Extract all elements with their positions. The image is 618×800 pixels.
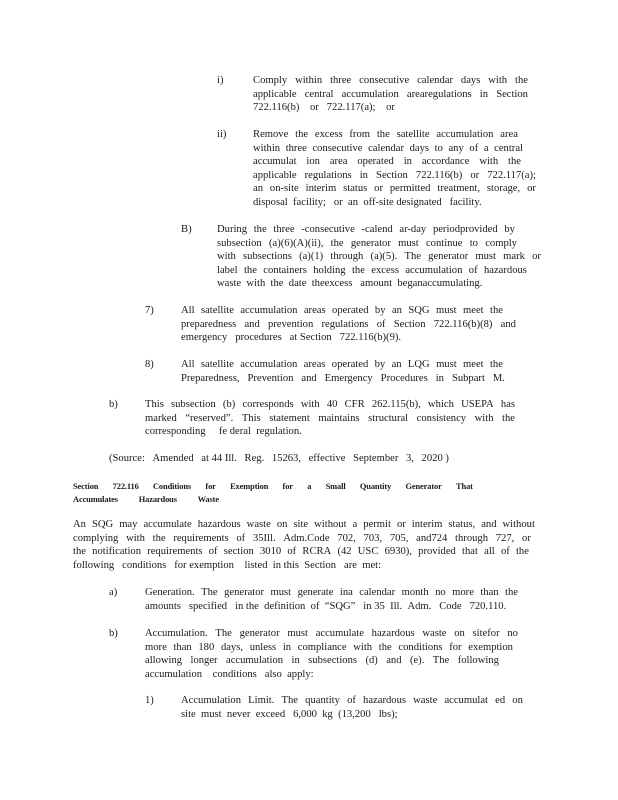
item-text-7: All satellite accumulation areas operated by an SQG must meet the preparedness and prevention regulations of Section 722.116(b)(8) and emergency procedures at Section 722.116(b)(9). bbox=[181, 305, 516, 344]
subsection-label-b: b) bbox=[109, 628, 118, 639]
source-note: (Source: Amended at 44 Ill. Reg. 15263, effective September 3, 2020 ) bbox=[109, 453, 449, 464]
subsection-text-a: Generation. The generator must generate ina calendar month no more than the amounts specified in the definition of “SQG” in 35 Ill. Adm. Code 720.110. bbox=[145, 587, 518, 612]
item-text-B: During the three -consecutive -calend ar-day periodprovided by subsection (a)(6)(A)(ii), the generator must continue to comply with subsections (a)(1) through (a)(5). The generator must mark or label the containers holding the excess accumulation of hazardous waste with the date theexcess amount beganaccumulating. bbox=[217, 224, 541, 290]
item-label-8: 8) bbox=[145, 359, 154, 370]
section-heading: Section 722.116 Conditions for Exemption for a Small Quantity Generator That Accumulates Hazardous Waste bbox=[73, 482, 473, 504]
subsection-label-b1: 1) bbox=[145, 695, 154, 706]
subsection-text-b1: Accumulation Limit. The quantity of hazardous waste accumulat ed on site must never exceed 6,000 kg (13,200 lbs); bbox=[181, 695, 523, 720]
item-label-B: B) bbox=[181, 224, 192, 235]
item-text-i: Comply within three consecutive calendar days with the applicable central accumulation arearegulations in Section 722.116(b) or 722.117(a); or bbox=[253, 75, 528, 114]
item-text-ii: Remove the excess from the satellite accumulation area within three consecutive calendar days to any of a central accumulat ion area operated in accordance with the applicable regulations in Section 722.116(b) or 722.117(a); an on-site interim status or permitted treatment, storage, or disposal facility; or an off-site designated facility. bbox=[253, 129, 536, 208]
subsection-text-b: Accumulation. The generator must accumulate hazardous waste on sitefor no more than 180 days, unless in compliance with the conditions for exemption allowing longer accumulation in subsections (d) and (e). The following accumulation conditions also apply: bbox=[145, 628, 518, 680]
item-label-b-lower: b) bbox=[109, 399, 118, 410]
subsection-label-a: a) bbox=[109, 587, 118, 598]
item-label-i: i) bbox=[217, 75, 224, 86]
item-text-8: All satellite accumulation areas operated by an LQG must meet the Preparedness, Prevention and Emergency Procedures in Subpart M. bbox=[181, 359, 505, 384]
item-text-b-lower: This subsection (b) corresponds with 40 CFR 262.115(b), which USEPA has marked “reserved”. This statement maintains structural consistency with the corresponding fe deral regulation. bbox=[145, 399, 515, 438]
item-label-7: 7) bbox=[145, 305, 154, 316]
item-label-ii: ii) bbox=[217, 129, 227, 140]
section-intro: An SQG may accumulate hazardous waste on site without a permit or interim status, and without complying with the requirements of 35Ill. Adm.Code 702, 703, 705, and724 through 727, or the notification requirements of section 3010 of RCRA (42 USC 6930), provided that all of the following conditions for exemption listed in this Section are met: bbox=[73, 519, 535, 571]
